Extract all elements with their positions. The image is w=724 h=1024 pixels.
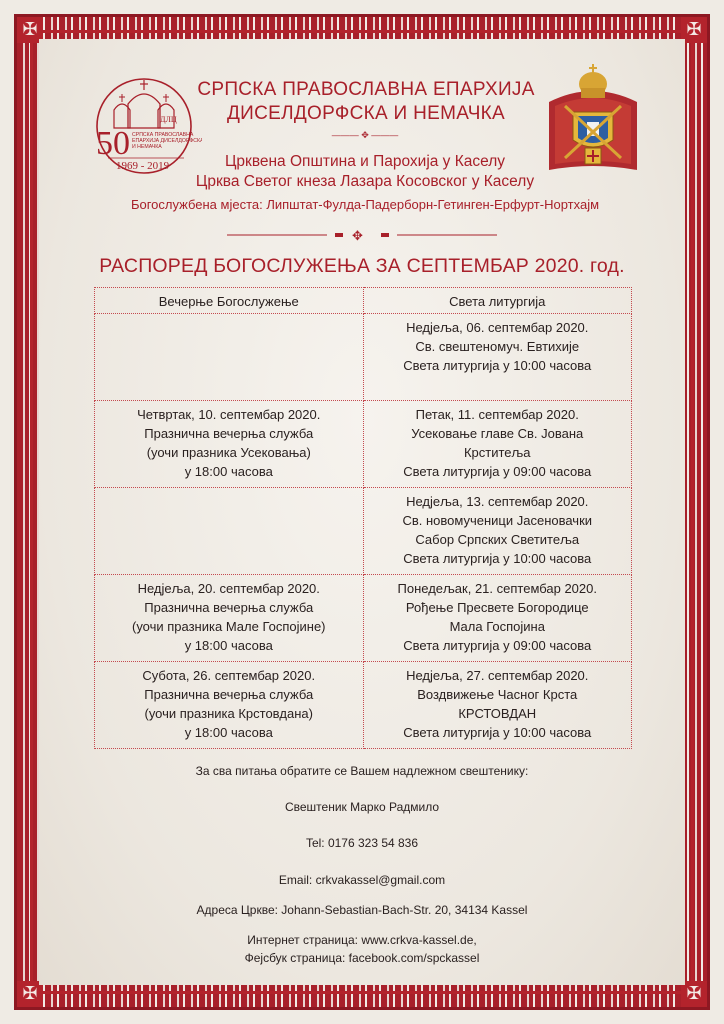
cell-text-line: Мала Госпојина: [449, 619, 545, 634]
contact-address: Адреса Цркве: Johann-Sebastian-Bach-Str. 20, 34134 Kassel: [196, 903, 528, 917]
schedule-body: [95, 314, 632, 749]
table-row: [95, 401, 632, 488]
cell-text-line: (уочи празника Усековања): [146, 445, 311, 460]
table-header-row: [95, 288, 632, 314]
table-row: [95, 575, 632, 662]
liturgy-cell: [363, 575, 632, 662]
cell-text-line: КРСТОВДАН: [458, 706, 537, 721]
cell-text-line: Недјеља, 20. септембар 2020.: [137, 581, 320, 596]
cell-text-line: Празнична вечерња служба: [144, 687, 314, 702]
logo-text-line: СРПСКА ПРАВОСЛАВНА: [132, 132, 194, 138]
cell-text-line: Празнична вечерња служба: [144, 600, 314, 615]
cell-text-line: Празнична вечерња служба: [144, 426, 314, 441]
contact-tel: Tel: 0176 323 54 836: [305, 836, 419, 850]
eparchy-title-line: СРПСКА ПРАВОСЛАВНА ЕПАРХИЈА: [197, 79, 535, 100]
svg-text:✥: ✥: [352, 229, 363, 242]
cell-text-line: Св. новомученици Јасеновачки: [402, 513, 593, 528]
logo-years: 1969 - 2019: [116, 160, 170, 172]
evening-cell: [95, 488, 364, 575]
liturgy-cell: [363, 314, 632, 401]
table-row: [95, 662, 632, 749]
evening-cell: [95, 314, 364, 401]
parish-line: Црквена Општина и Парохија у Каселу: [224, 153, 506, 170]
cell-text-line: (уочи празника Мале Госпојине): [131, 619, 326, 634]
column-header-evening: Вечерње Богослужење: [95, 288, 364, 314]
contact-intro: За сва питања обратите се Вашем надлежном свештенику:: [195, 764, 529, 778]
cell-text-line: Субота, 26. септембар 2020.: [142, 668, 316, 683]
cell-text-line: Сабор Српских Светитеља: [415, 532, 580, 547]
cell-text-line: Усековање главе Св. Јована: [411, 426, 584, 441]
cell-text-line: Света литургија у 10:00 часова: [403, 358, 592, 373]
schedule-table: [94, 287, 632, 749]
cell-text-line: Понедељак, 21. септембар 2020.: [397, 581, 597, 596]
cell-text-line: Света литургија у 09:00 часова: [403, 638, 592, 653]
logo-text-line: ЕПАРХИЈА ДИСЕЛДОРФСКА: [132, 138, 202, 144]
cell-text-line: Воздвижење Часног Крста: [417, 687, 578, 702]
table-row: [95, 488, 632, 575]
cell-text-line: Петак, 11. септембар 2020.: [415, 407, 579, 422]
cell-text-line: у 18:00 часова: [184, 725, 273, 740]
column-header-liturgy: Света литургија: [363, 288, 632, 314]
liturgy-cell: [363, 488, 632, 575]
corner-cross-icon: ✠: [17, 981, 43, 1007]
liturgy-cell: [363, 401, 632, 488]
ornament-divider-icon: ——— ✥ ———: [331, 130, 399, 140]
cell-text-line: Недјеља, 06. септембар 2020.: [406, 320, 589, 335]
parish-line: Црква Светог кнеза Лазара Косовског у Каселу: [195, 173, 535, 190]
cell-text-line: у 18:00 часова: [184, 638, 273, 653]
cell-text-line: Света литургија у 10:00 часова: [403, 725, 592, 740]
cell-text-line: Света литургија у 10:00 часова: [403, 551, 592, 566]
evening-cell: [95, 401, 364, 488]
contact-website: Интернет страница: www.crkva-kassel.de,: [247, 933, 477, 947]
corner-cross-icon: ✠: [681, 981, 707, 1007]
liturgy-cell: [363, 662, 632, 749]
service-places: Богослужбена мјеста: Липштат-Фулда-Падерборн-Гетинген-Ерфурт-Нортхајм: [130, 197, 600, 212]
logo-text-line: И НЕМАЧКА: [132, 144, 162, 150]
evening-cell: [95, 575, 364, 662]
contact-facebook: Фејсбук страница: facebook.com/spckassel: [244, 951, 480, 965]
page-title: РАСПОРЕД БОГОСЛУЖЕЊА ЗА СЕПТЕМБАР 2020. год.: [99, 255, 625, 277]
cell-text-line: Недјеља, 13. септембар 2020.: [406, 494, 589, 509]
cell-text-line: Рођење Пресвете Богородице: [405, 600, 589, 615]
contact-priest: Свештеник Марко Радмило: [284, 800, 440, 814]
cell-text-line: Св. свештеномуч. Евтихије: [415, 339, 580, 354]
evening-cell: [95, 662, 364, 749]
contact-email: Email: crkvakassel@gmail.com: [278, 873, 446, 887]
corner-cross-icon: ✠: [17, 17, 43, 43]
cell-text-line: (уочи празника Крстовдана): [144, 706, 313, 721]
corner-cross-icon: ✠: [681, 17, 707, 43]
eparchy-title: [196, 78, 536, 126]
cell-text-line: у 18:00 часова: [184, 464, 273, 479]
table-row: [95, 314, 632, 401]
cell-text-line: Четвртак, 10. септембар 2020.: [137, 407, 321, 422]
parish-name: [170, 152, 560, 192]
logo-number: 50: [96, 125, 130, 162]
eparchy-title-line: ДИСЕЛДОРФСКА И НЕМАЧКА: [226, 103, 506, 124]
cell-text-line: Крститеља: [463, 445, 531, 460]
ornament-divider-icon: [227, 228, 497, 242]
cell-text-line: Света литургија у 09:00 часова: [403, 464, 592, 479]
cell-text-line: Недјеља, 27. септембар 2020.: [406, 668, 589, 683]
logo-letters: ДЛЦ: [160, 115, 177, 124]
